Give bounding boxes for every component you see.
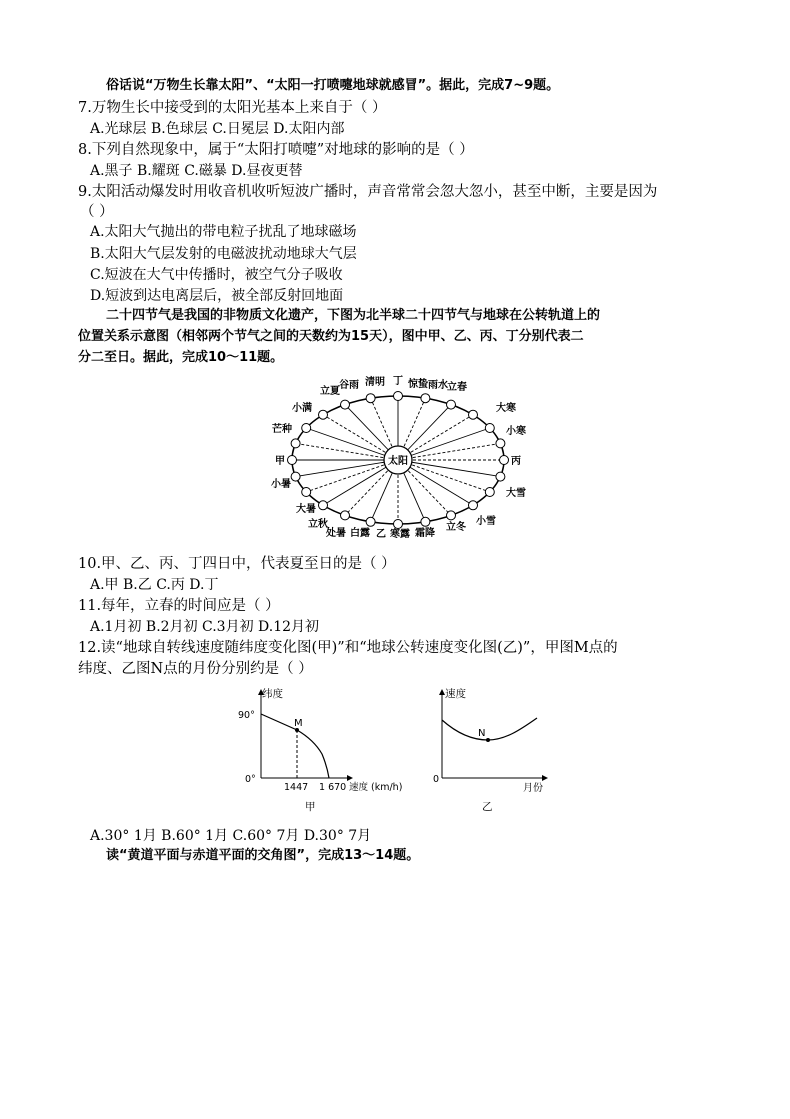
term-xiaohan: 小寒 [506, 426, 526, 437]
term-mangzhong: 芒种 [272, 424, 292, 435]
question-10-options: A.甲 B.乙 C.丙 D.丁 [90, 577, 219, 593]
question-11-stem: 11.每年，立春的时间应是（ ） [78, 598, 280, 614]
jia-tick-1670: 1 670 [319, 782, 347, 793]
term-lixia: 立夏 [320, 386, 340, 397]
term-jingzhe: 惊蛰 [408, 379, 428, 390]
rotation-speed-graph-jia [234, 684, 414, 816]
yi-tick-0: 0 [433, 774, 440, 785]
question-10-stem: 10.甲、乙、丙、丁四日中，代表夏至日的是（ ） [78, 556, 396, 572]
revolution-speed-graph-yi [425, 684, 555, 816]
term-qingming: 清明 [365, 377, 385, 388]
sun-label: 太阳 [388, 456, 408, 467]
term-shuangjiang: 霜降 [415, 528, 435, 539]
term-xiaoman: 小满 [292, 403, 312, 414]
term-yushui: 雨水 [428, 380, 448, 391]
yi-x-label: 月份 [523, 783, 543, 794]
jia-point-m-label: M [294, 718, 303, 729]
jia-y-label: 纬度 [262, 688, 283, 700]
yi-y-label: 速度 [445, 688, 466, 700]
intro-10-11-line2: 位置关系示意图（相邻两个节气之间的天数约为15天），图中甲、乙、丙、丁分别代表二 [78, 329, 584, 344]
term-dashu: 大暑 [296, 504, 316, 515]
question-12-stem: 12.读“地球自转线速度随纬度变化图(甲)”和“地球公转速度变化图(乙)”，甲图M点的 [78, 640, 618, 656]
term-xiaoxue: 小雪 [476, 516, 496, 527]
term-hanlu: 寒露 [390, 529, 410, 540]
intro-10-11-line3: 分二至日。据此，完成10～11题。 [78, 350, 284, 365]
term-dahan: 大寒 [496, 403, 516, 414]
question-9-option-c: C.短波在大气中传播时，被空气分子吸收 [90, 267, 343, 283]
intro-7-9: 俗话说“万物生长靠太阳”、“太阳一打喷嚏地球就感冒”。据此，完成7~9题。 [106, 78, 560, 93]
jia-caption: 甲 [305, 801, 316, 813]
question-8-stem: 8.下列自然现象中，属于“太阳打喷嚏”对地球的影响的是（ ） [78, 142, 474, 158]
term-ding: 丁 [393, 376, 403, 387]
question-9-option-b: B.太阳大气层发射的电磁波扰动地球大气层 [90, 246, 357, 262]
jia-tick-0: 0° [245, 774, 256, 785]
term-bing: 丙 [511, 456, 521, 467]
term-lidong: 立冬 [446, 522, 466, 533]
intro-10-11-line1: 二十四节气是我国的非物质文化遗产，下图为北半球二十四节气与地球在公转轨道上的 [106, 308, 601, 323]
term-yi: 乙 [376, 529, 386, 540]
question-7-options: A.光球层 B.色球层 C.日冕层 D.太阳内部 [90, 121, 345, 137]
yi-caption: 乙 [482, 801, 493, 813]
term-chushu: 处暑 [326, 528, 346, 539]
jia-tick-90: 90° [238, 710, 255, 721]
question-9-stem: 9.太阳活动爆发时用收音机收听短波广播时，声音常常会忽大忽小，甚至中断，主要是因为 [78, 184, 658, 200]
question-9-option-a: A.太阳大气抛出的带电粒子扰乱了地球磁场 [90, 224, 357, 240]
intro-13-14: 读“黄道平面与赤道平面的交角图”，完成13～14题。 [106, 848, 420, 863]
question-9-option-d: D.短波到达电离层后，被全部反射回地面 [90, 288, 344, 304]
question-8-options: A.黑子 B.耀斑 C.磁暴 D.昼夜更替 [90, 163, 303, 179]
solar-terms-orbit-diagram [270, 372, 526, 544]
term-jia: 甲 [275, 456, 285, 467]
question-9-stem-cont: （ ） [80, 204, 114, 220]
question-12-stem-cont: 纬度、乙图N点的月份分别约是（ ） [78, 661, 313, 677]
term-xiaoshu: 小暑 [271, 479, 291, 490]
jia-tick-1447: 1447 [284, 782, 309, 793]
term-bailu: 白露 [350, 528, 370, 539]
term-liqiu: 立秋 [308, 519, 328, 530]
yi-curve [442, 718, 537, 740]
term-lichun: 立春 [447, 382, 467, 393]
yi-point-n [486, 738, 490, 742]
question-12-options: A.30° 1月 B.60° 1月 C.60° 7月 D.30° 7月 [90, 828, 372, 844]
jia-x-label: 速度 (km/h) [349, 782, 403, 793]
term-guyu: 谷雨 [339, 380, 359, 391]
question-7-stem: 7.万物生长中接受到的太阳光基本上来自于（ ） [78, 100, 387, 116]
term-daxue: 大雪 [506, 488, 526, 499]
question-11-options: A.1月初 B.2月初 C.3月初 D.12月初 [90, 619, 320, 635]
yi-point-n-label: N [478, 728, 486, 739]
